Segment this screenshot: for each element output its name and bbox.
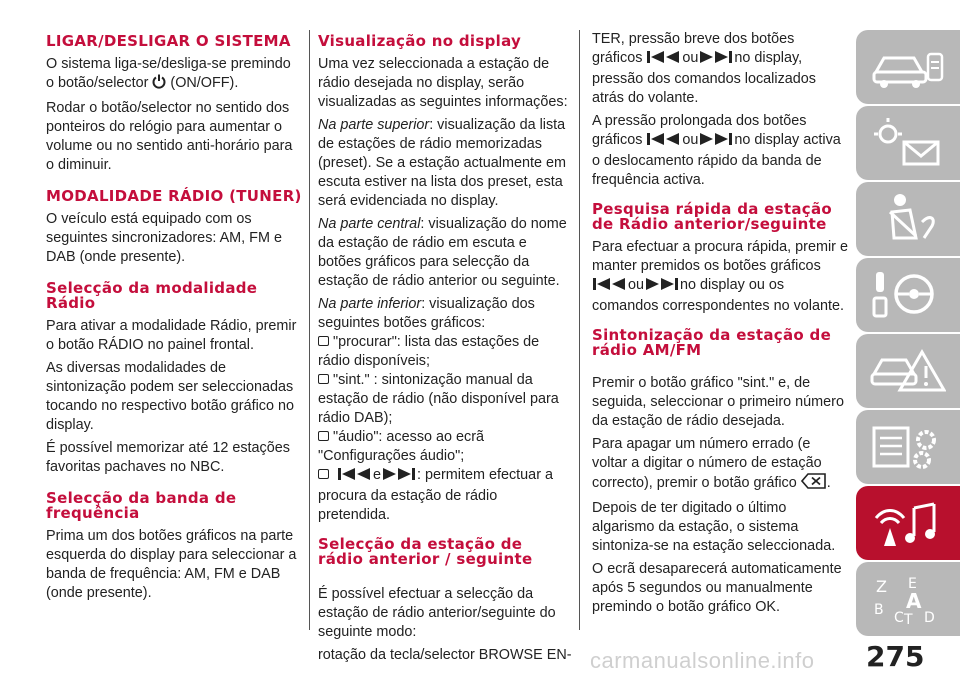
bullet-icon: [318, 469, 329, 479]
column-divider: [309, 30, 310, 630]
bullet-text: "procurar": lista das estações de rádio disponíveis;: [318, 334, 540, 369]
heading-seleccao-modalidade: Selecção da modalidade Rádio: [46, 279, 258, 312]
paragraph-text: O sistema liga-se/desliga-se premindo o botão/selector: [46, 56, 291, 91]
bullet-item: [318, 428, 572, 466]
svg-text:C: C: [894, 610, 904, 626]
paragraph-text: : visualização da lista de estações de rádio memorizadas (preset). Se a estação actualmente em escuta estiver na lista dos preset, esta será evidenciada no display.: [318, 117, 566, 209]
paragraph: [46, 55, 302, 95]
paragraph-text: ou: [682, 50, 699, 66]
bullet-text: e: [373, 467, 382, 483]
tab-emergency[interactable]: [856, 334, 960, 408]
tab-index[interactable]: [856, 562, 960, 636]
backspace-icon: [801, 473, 827, 495]
svg-text:T: T: [904, 612, 913, 626]
svg-text:B: B: [874, 602, 884, 618]
heading-ligar-desligar: LIGAR/DESLIGAR O SISTEMA: [46, 32, 291, 50]
paragraph-text: TER, pressão breve dos botões gráficos: [592, 31, 795, 66]
paragraph-text: .: [826, 475, 831, 491]
bullet-text: "áudio": acesso ao ecrã "Configurações áudio";: [318, 429, 485, 464]
paragraph: Rodar o botão/selector no sentido dos ponteiros do relógio para aumentar o volume ou no sentido anti-horário para o diminuir.: [46, 100, 293, 173]
column-1: [46, 30, 302, 607]
paragraph-text: no display activa o deslocamento rápido da banda de frequência activa.: [592, 132, 841, 188]
heading-pesquisa-rapida: Pesquisa rápida da estação de Rádio anterior/seguinte: [592, 200, 832, 233]
paragraph-text: no display, pressão dos comandos localizados atrás do volante.: [592, 50, 816, 106]
bullet-icon: [318, 374, 329, 384]
svg-text:A: A: [906, 589, 922, 613]
paragraph: [592, 238, 848, 316]
paragraph: Premir o botão gráfico "sint." e, de seguida, seleccionar o primeiro número da estação de rádio desejada.: [592, 375, 844, 429]
paragraph: O ecrã desaparecerá automaticamente após 5 segundos ou manualmente premindo o botão gráfico OK.: [592, 561, 842, 615]
column-2: [318, 30, 572, 669]
paragraph: O veículo está equipado com os seguintes sincronizadores: AM, FM e DAB (onde presente).: [46, 211, 282, 265]
paragraph-text: : visualização dos seguintes botões gráficos:: [318, 296, 535, 331]
italic-label: Na parte central: [318, 216, 421, 232]
italic-label: Na parte superior: [318, 117, 430, 133]
paragraph-text: no display ou os comandos correspondentes no volante.: [592, 277, 844, 314]
skip-back-icon: [592, 277, 628, 297]
paragraph: [318, 116, 572, 211]
skip-back-icon: [646, 132, 682, 152]
paragraph-text: Para apagar um número errado (e voltar a digitar o número de estação correcto), premir o botão gráfico: [592, 436, 822, 491]
warning-lights-icon: [870, 116, 946, 170]
index-icon: [870, 572, 946, 626]
bullet-text: "sint." : sintonização manual da estação de rádio (não disponível para rádio DAB);: [318, 372, 559, 426]
skip-forward-icon: [698, 50, 734, 70]
paragraph: [318, 215, 572, 291]
tab-seat-safety[interactable]: [856, 182, 960, 256]
paragraph-text: ou: [628, 277, 645, 293]
car-info-icon: [870, 40, 946, 94]
paragraph: rotação da tecla/selector BROWSE EN-: [318, 647, 572, 663]
svg-text:Z: Z: [876, 577, 887, 596]
heading-banda-frequencia: Selecção da banda de frequência: [46, 489, 237, 522]
paragraph: [592, 435, 848, 495]
bullet-item: [318, 466, 572, 525]
tab-driving[interactable]: [856, 258, 960, 332]
column-3: [592, 30, 848, 621]
paragraph: [318, 295, 572, 333]
paragraph: [592, 30, 848, 108]
bullet-text: : permitem efectuar a procura da estação de rádio pretendida.: [318, 467, 553, 523]
paragraph: Prima um dos botões gráficos na parte esquerda do display para seleccionar a banda de frequência: AM, FM e DAB (onde presente).: [46, 528, 297, 601]
tab-car-info[interactable]: [856, 30, 960, 104]
bullet-icon: [318, 336, 329, 346]
paragraph: Para ativar a modalidade Rádio, premir o botão RÁDIO no painel frontal.: [46, 318, 297, 353]
paragraph-text: Para efectuar a procura rápida, premir e manter premidos os botões gráficos: [592, 239, 848, 274]
tab-multimedia[interactable]: [856, 486, 960, 560]
bullet-item: [318, 371, 572, 428]
paragraph-text: A pressão prolongada dos botões gráficos: [592, 113, 807, 148]
paragraph: As diversas modalidades de sintonização podem ser seleccionadas tocando no respectivo botão gráfico no display.: [46, 360, 295, 433]
paragraph: Depois de ter digitado o último algarismo da estação, o sistema sintoniza-se na estação seleccionada.: [592, 500, 836, 554]
multimedia-icon: [870, 496, 946, 550]
chapter-tab-bar: [856, 30, 960, 638]
skip-forward-icon: [644, 277, 680, 297]
driving-icon: [870, 268, 946, 322]
svg-text:D: D: [924, 610, 935, 626]
emergency-icon: [870, 344, 946, 398]
watermark: carmanualsonline.info: [590, 648, 815, 673]
heading-modalidade-radio: MODALIDADE RÁDIO (TUNER): [46, 187, 302, 205]
paragraph: É possível memorizar até 12 estações favoritas pachaves no NBC.: [46, 440, 290, 475]
bullet-item: [318, 333, 572, 371]
skip-back-icon: [337, 467, 373, 487]
heading-sintonizacao: Sintonização da estação de rádio AM/FM: [592, 326, 832, 359]
skip-back-icon: [646, 50, 682, 70]
bullet-icon: [318, 431, 329, 441]
power-icon: [152, 74, 166, 95]
heading-visualizacao-display: Visualização no display: [318, 32, 522, 50]
paragraph: [592, 112, 848, 190]
heading-seleccao-estacao: Selecção da estação de rádio anterior / seguinte: [318, 535, 533, 568]
paragraph: Uma vez seleccionada a estação de rádio desejada no display, serão visualizadas as seguintes informações:: [318, 56, 568, 110]
skip-forward-icon: [381, 467, 417, 487]
paragraph-text: ou: [682, 132, 699, 148]
seat-safety-icon: [870, 192, 946, 246]
paragraph-text: : visualização do nome da estação de rádio em escuta e botões gráficos para selecção da estação de rádio anterior ou seguinte.: [318, 216, 567, 289]
paragraph: É possível efectuar a selecção da estação de rádio anterior/seguinte do seguinte modo:: [318, 586, 556, 640]
paragraph-text: (ON/OFF).: [170, 75, 239, 91]
tab-warning-lights[interactable]: [856, 106, 960, 180]
maintenance-icon: [870, 420, 946, 474]
italic-label: Na parte inferior: [318, 296, 422, 312]
column-divider: [579, 30, 580, 630]
tab-maintenance[interactable]: [856, 410, 960, 484]
page-number: 275: [866, 640, 925, 673]
skip-forward-icon: [698, 132, 734, 152]
svg-text:E: E: [908, 576, 917, 592]
